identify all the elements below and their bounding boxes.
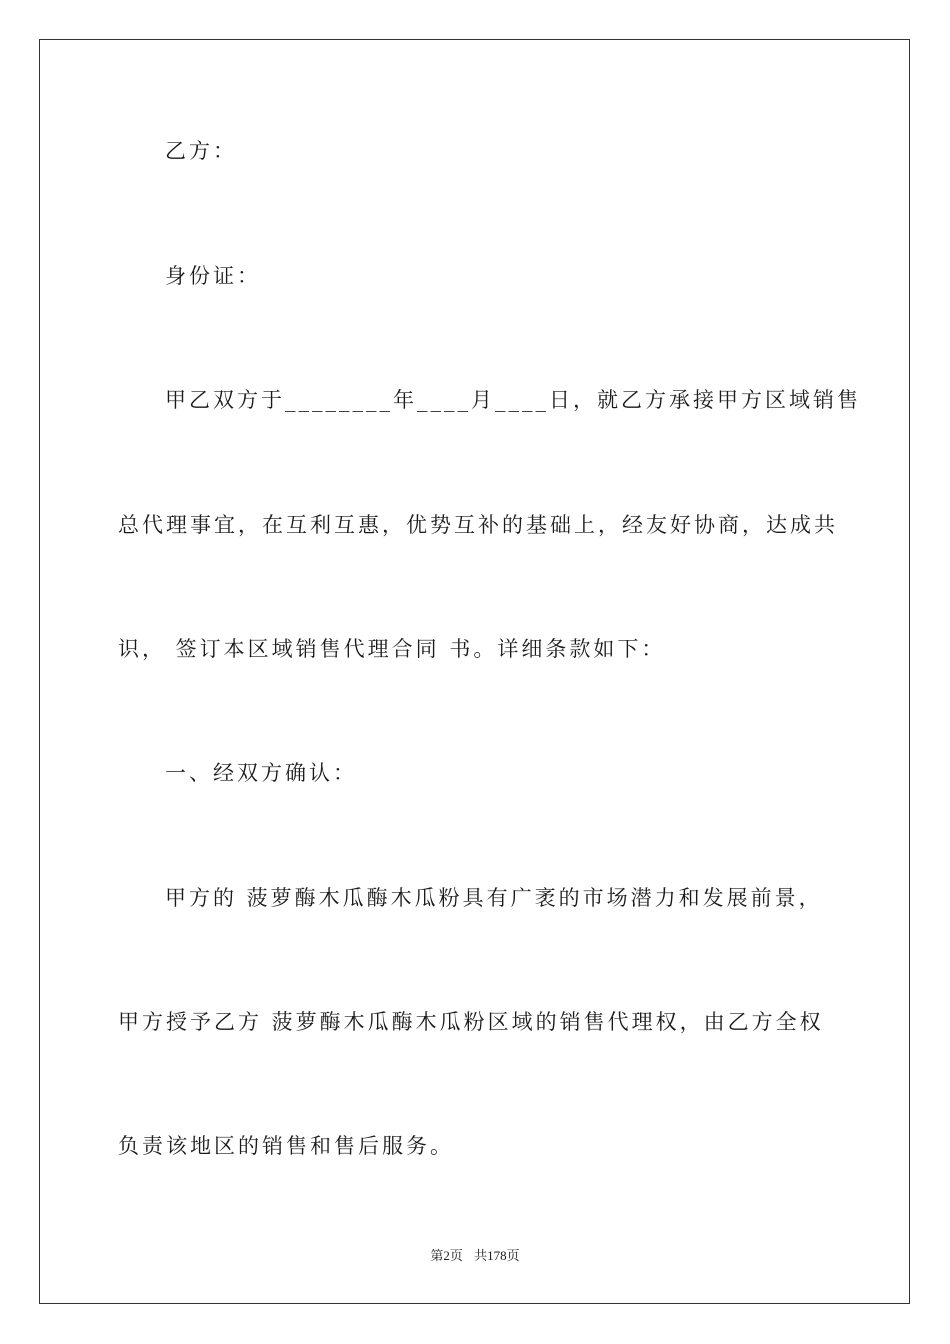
id-card-label: 身份证：	[165, 264, 261, 288]
party-b-label: 乙方：	[165, 139, 237, 163]
section-heading: 一、经双方确认：	[165, 761, 357, 785]
paragraph-line: 甲乙双方于________年____月____日，就乙方承接甲方区域销售	[165, 388, 861, 412]
paragraph-line: 识， 签订本区域销售代理合同 书。详细条款如下：	[118, 637, 666, 661]
page-total: 共178页	[474, 1248, 520, 1263]
page-footer	[0, 1245, 950, 1264]
paragraph-line: 甲方授予乙方 菠萝酶木瓜酶木瓜粉区域的销售代理权，由乙方全权	[118, 1010, 824, 1034]
paragraph-line: 总代理事宜，在互利互惠，优势互补的基础上，经友好协商，达成共	[118, 513, 838, 537]
page-frame	[39, 39, 910, 1304]
page-number: 第2页	[430, 1248, 463, 1263]
paragraph-line: 甲方的 菠萝酶木瓜酶木瓜粉具有广袤的市场潜力和发展前景，	[165, 886, 823, 910]
paragraph-line: 负责该地区的销售和售后服务。	[118, 1134, 454, 1158]
